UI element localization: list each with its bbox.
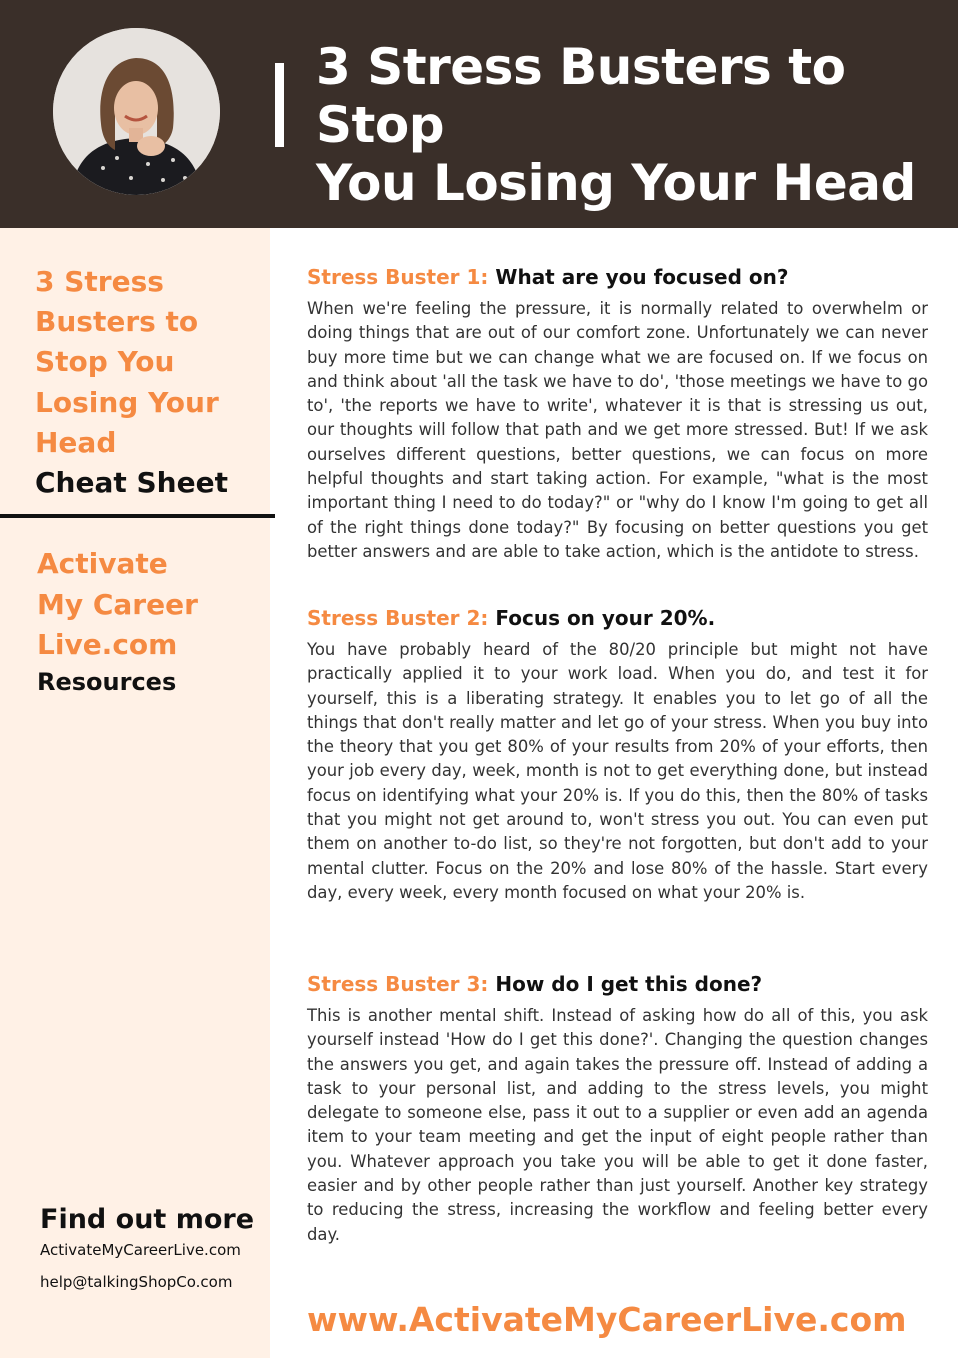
section-title: Focus on your 20%.: [495, 606, 716, 630]
sidebar-brand: [37, 544, 267, 666]
section-title: What are you focused on?: [495, 265, 789, 289]
sidebar-title-line: Losing Your: [35, 385, 219, 419]
sidebar-brand-line: My Career: [37, 587, 198, 621]
section-label: Stress Buster 1:: [307, 265, 489, 289]
section-body: You have probably heard of the 80/20 principle but might not have practically applied it to your work load. When you do, and test it for yourself, this is a liberating strategy. It enables you to let go of all the things that don't really matter and let go of your stress. When you buy into the theory that you get 80% of your results from 20% of your efforts, then your job every day, week, month is not to get everything done, but instead focus on identifying what your 20% is. If you do this, then the 80% of tasks that you might not get around to, won't stress you out. You can even put them on another to-do list, so they're not forgotten, but don't add to your mental clutter. Focus on the 20% and lose 80% of the hassle. Start every day, every week, every month focused on what your 20% is.: [307, 640, 928, 902]
title-line-1: 3 Stress Busters to Stop: [316, 38, 846, 154]
sidebar-title-line: 3 Stress: [35, 265, 164, 298]
sidebar-divider: [0, 514, 275, 518]
sidebar-resources-label: Resources: [37, 668, 177, 696]
section-stress-buster-3: [307, 970, 928, 1247]
section-heading: [307, 604, 928, 632]
website-link[interactable]: ActivateMyCareerLive.com: [40, 1241, 241, 1259]
page-title: [316, 38, 956, 212]
footer-website-link[interactable]: www.ActivateMyCareerLive.com: [307, 1300, 907, 1339]
person-portrait-icon: [53, 28, 220, 195]
sidebar-brand-line: Live.com: [37, 628, 178, 661]
section-body: This is another mental shift. Instead of asking how do all of this, you ask yourself instead 'How do I get this done?'. Changing the question changes the answers you get, and again takes the pressure off. Instead of adding a task to your personal list, and adding to the stress levels, you might delegate to someone else, pass it out to a supplier or even add an agenda item to your team meeting and get the input of eight people rather than you. Whatever approach you take you will be able to get it done faster, easier and by other people rather than just yourself. Another key strategy to reducing the stress, increasing the workflow and feeling better every day.: [307, 1006, 928, 1244]
section-heading: [307, 263, 928, 291]
find-out-more-heading: Find out more: [40, 1204, 255, 1235]
sidebar-brand-line: Activate: [37, 547, 168, 580]
sidebar-title-line: Busters to: [35, 305, 199, 339]
section-title: How do I get this done?: [495, 972, 763, 996]
sidebar-title-line: Stop You: [35, 345, 175, 379]
title-line-2: You Losing Your Head: [316, 154, 916, 212]
sidebar-title: [35, 262, 265, 503]
section-heading: [307, 970, 928, 998]
section-body: When we're feeling the pressure, it is normally related to overwhelm or doing things that are out of our comfort zone. Unfortunately we can never buy more time but we can change what we are focused on. If we focus on and think about 'all the task we have to do', 'those meetings we have to go to', 'the reports we have to write', whatever it is that is stressing us out, our thoughts will follow that path and we get more stressed. But! If we ask ourselves different questions, better questions, we can focus on more helpful thoughts and start taking action. For example, "what is the most important thing I need to do today?" or "why do I know I'm going to get all of the right things done today?" By focusing on better questions you get better answers and are able to take action, which is the antidote to stress.: [307, 299, 928, 561]
section-stress-buster-1: [307, 263, 928, 564]
sidebar-subtitle: Cheat Sheet: [35, 466, 228, 500]
section-label: Stress Buster 3:: [307, 972, 489, 996]
section-label: Stress Buster 2:: [307, 606, 489, 630]
header-banner: [0, 0, 958, 228]
header-divider: [275, 63, 284, 147]
email-link[interactable]: help@talkingShopCo.com: [40, 1273, 233, 1291]
section-stress-buster-2: [307, 604, 928, 905]
avatar-photo: [53, 28, 220, 195]
sidebar-title-line: Head: [35, 425, 117, 459]
